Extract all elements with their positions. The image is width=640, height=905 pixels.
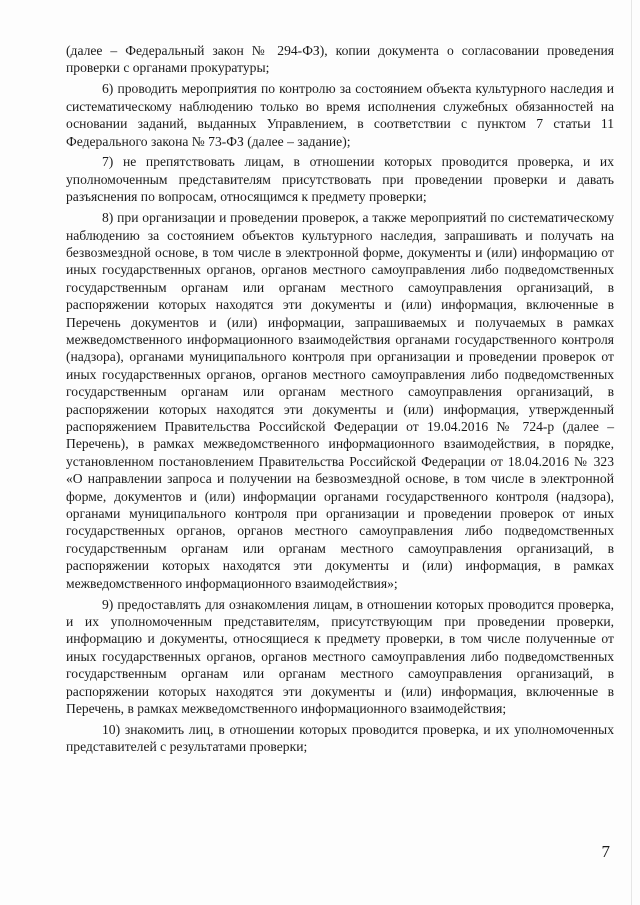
- paragraph-item-10: 10) знакомить лиц, в отношении которых проводится проверка, и их уполномоченных представителей с результатами проверки;: [66, 721, 614, 755]
- page-number: 7: [601, 842, 610, 861]
- paragraph-item-9: 9) предоставлять для ознакомления лицам, в отношении которых проводится проверка, и их уполномоченным представителям, присутствующим при проведении проверки, информацию и документы, относящиеся к предмету проверки, в том числе полученные от иных государственных органов, органов местного самоуправления либо подведомственных государственным органам или органам местного самоуправления организаций, в распоряжении которых находятся эти документы и (или) информация, включенные в Перечень, в рамках межведомственного информационного взаимодействия;: [66, 596, 614, 717]
- paragraph-item-7: 7) не препятствовать лицам, в отношении которых проводится проверка, и их уполномоченным представителям присутствовать при проведении проверки и давать разъяснения по вопросам, относящимся к предмету проверки;: [66, 154, 614, 205]
- document-body: [66, 42, 614, 759]
- paragraph-item-8: 8) при организации и проведении проверок, а также мероприятий по систематическому наблюдению за состоянием объектов культурного наследия, запрашивать и получать на безвозмездной основе, в том числе в электронной форме, документы и (или) информацию от иных государственных органов, органов местного самоуправления либо подведомственных государственным органам или органам местного самоуправления организаций, в распоряжении которых находятся эти документы и (или) информация, включенные в Перечень документов и (или) информации, запрашиваемых и получаемых в рамках межведомственного информационного взаимодействия органами государственного контроля (надзора), органами муниципального контроля при организации и проведении проверок от иных государственных органов, органов местного самоуправления либо подведомственных государственным органам или органам местного самоуправления организаций, в распоряжении которых находятся эти документы и (или) информация, утвержденный распоряжением Правительства Российской Федерации от 19.04.2016 № 724-р (далее – Перечень), в рамках межведомственного информационного взаимодействия, в порядке, установленном постановлением Правительства Российской Федерации от 18.04.2016 № 323 «О направлении запроса и получении на безвозмездной основе, в том числе в электронной форме, документов и (или) информации органами государственного контроля (надзора), органами муниципального контроля при организации и проведении проверок от иных государственных органов, органов местного самоуправления либо подведомственных государственным органам или органам местного самоуправления организаций, в распоряжении которых находятся эти документы и (или) информация, в рамках межведомственного информационного взаимодействия»;: [66, 210, 614, 591]
- scan-edge-divider: [631, 0, 632, 905]
- paragraph-continuation: (далее – Федеральный закон № 294-ФЗ), копии документа о согласовании проведения проверки с органами прокуратуры;: [66, 43, 614, 76]
- paragraph-item-6: 6) проводить мероприятия по контролю за состоянием объекта культурного наследия и систематическому наблюдению только во время исполнения служебных обязанностей на основании заданий, выданных Управлением, в соответствии с пунктом 7 статьи 11 Федерального закона № 73-ФЗ (далее – задание);: [66, 81, 614, 149]
